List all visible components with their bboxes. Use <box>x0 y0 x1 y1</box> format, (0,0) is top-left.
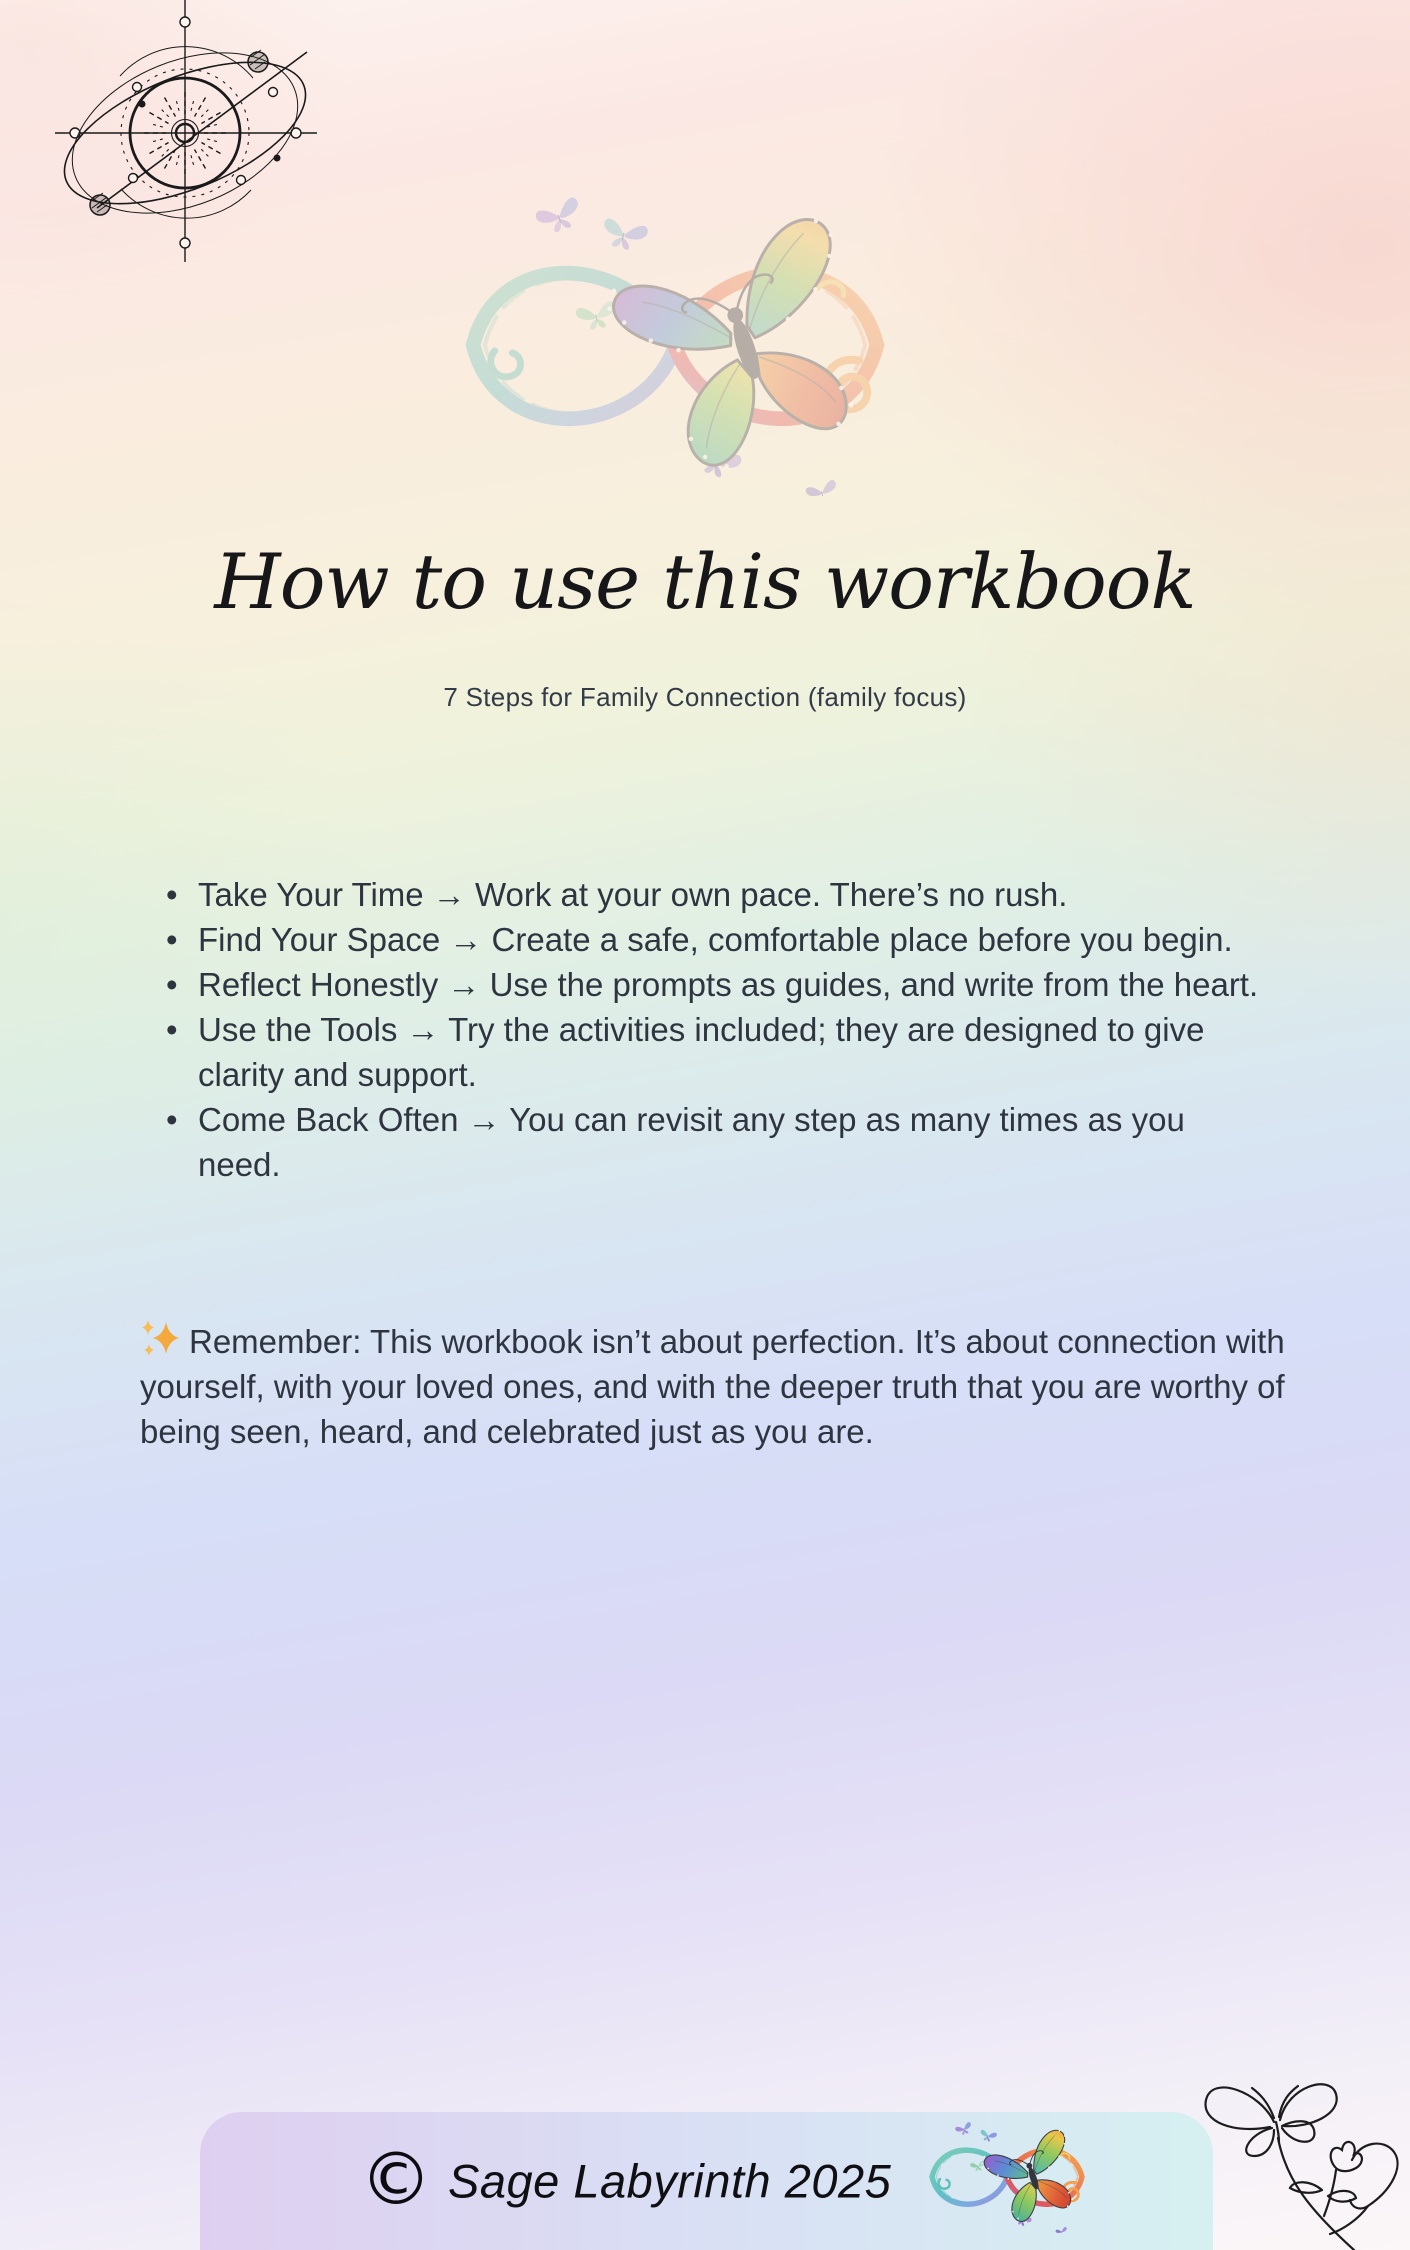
footer-bar <box>200 2112 1213 2250</box>
footer-credit: Sage Labyrinth 2025 <box>448 2154 892 2208</box>
rainbow-infinity-butterfly-watermark <box>430 192 920 496</box>
page-subtitle: 7 Steps for Family Connection (family focus) <box>443 682 967 712</box>
butterfly-heart-flower-line-art <box>1182 2030 1410 2250</box>
step-item: • Reflect Honestly → Use the prompts as guides, and write from the heart. <box>140 962 1275 1007</box>
step-item: • Come Back Often → You can revisit any step as many times as you need. <box>140 1097 1275 1187</box>
page-title: How to use this workbook <box>214 537 1196 626</box>
step-item: • Find Your Space → Create a safe, comfortable place before you begin. <box>140 917 1275 962</box>
rainbow-infinity-butterfly-logo <box>916 2120 1098 2233</box>
step-item: • Use the Tools → Try the activities included; they are designed to give clarity and support. <box>140 1007 1275 1097</box>
step-item: • Take Your Time → Work at your own pace. There’s no rush. <box>140 872 1275 917</box>
reminder-text: Remember: This workbook isn’t about perfection. It’s about connection with yourself, with your loved ones, and with the deeper truth that you are worthy of being seen, heard, and celebrated just as you are. <box>140 1323 1285 1450</box>
celestial-sun-orbit-icon <box>45 0 325 270</box>
steps-list <box>140 872 1275 1187</box>
sparkles-icon <box>140 1318 180 1362</box>
reminder-paragraph <box>140 1318 1285 1454</box>
copyright-icon: © <box>360 2136 432 2221</box>
